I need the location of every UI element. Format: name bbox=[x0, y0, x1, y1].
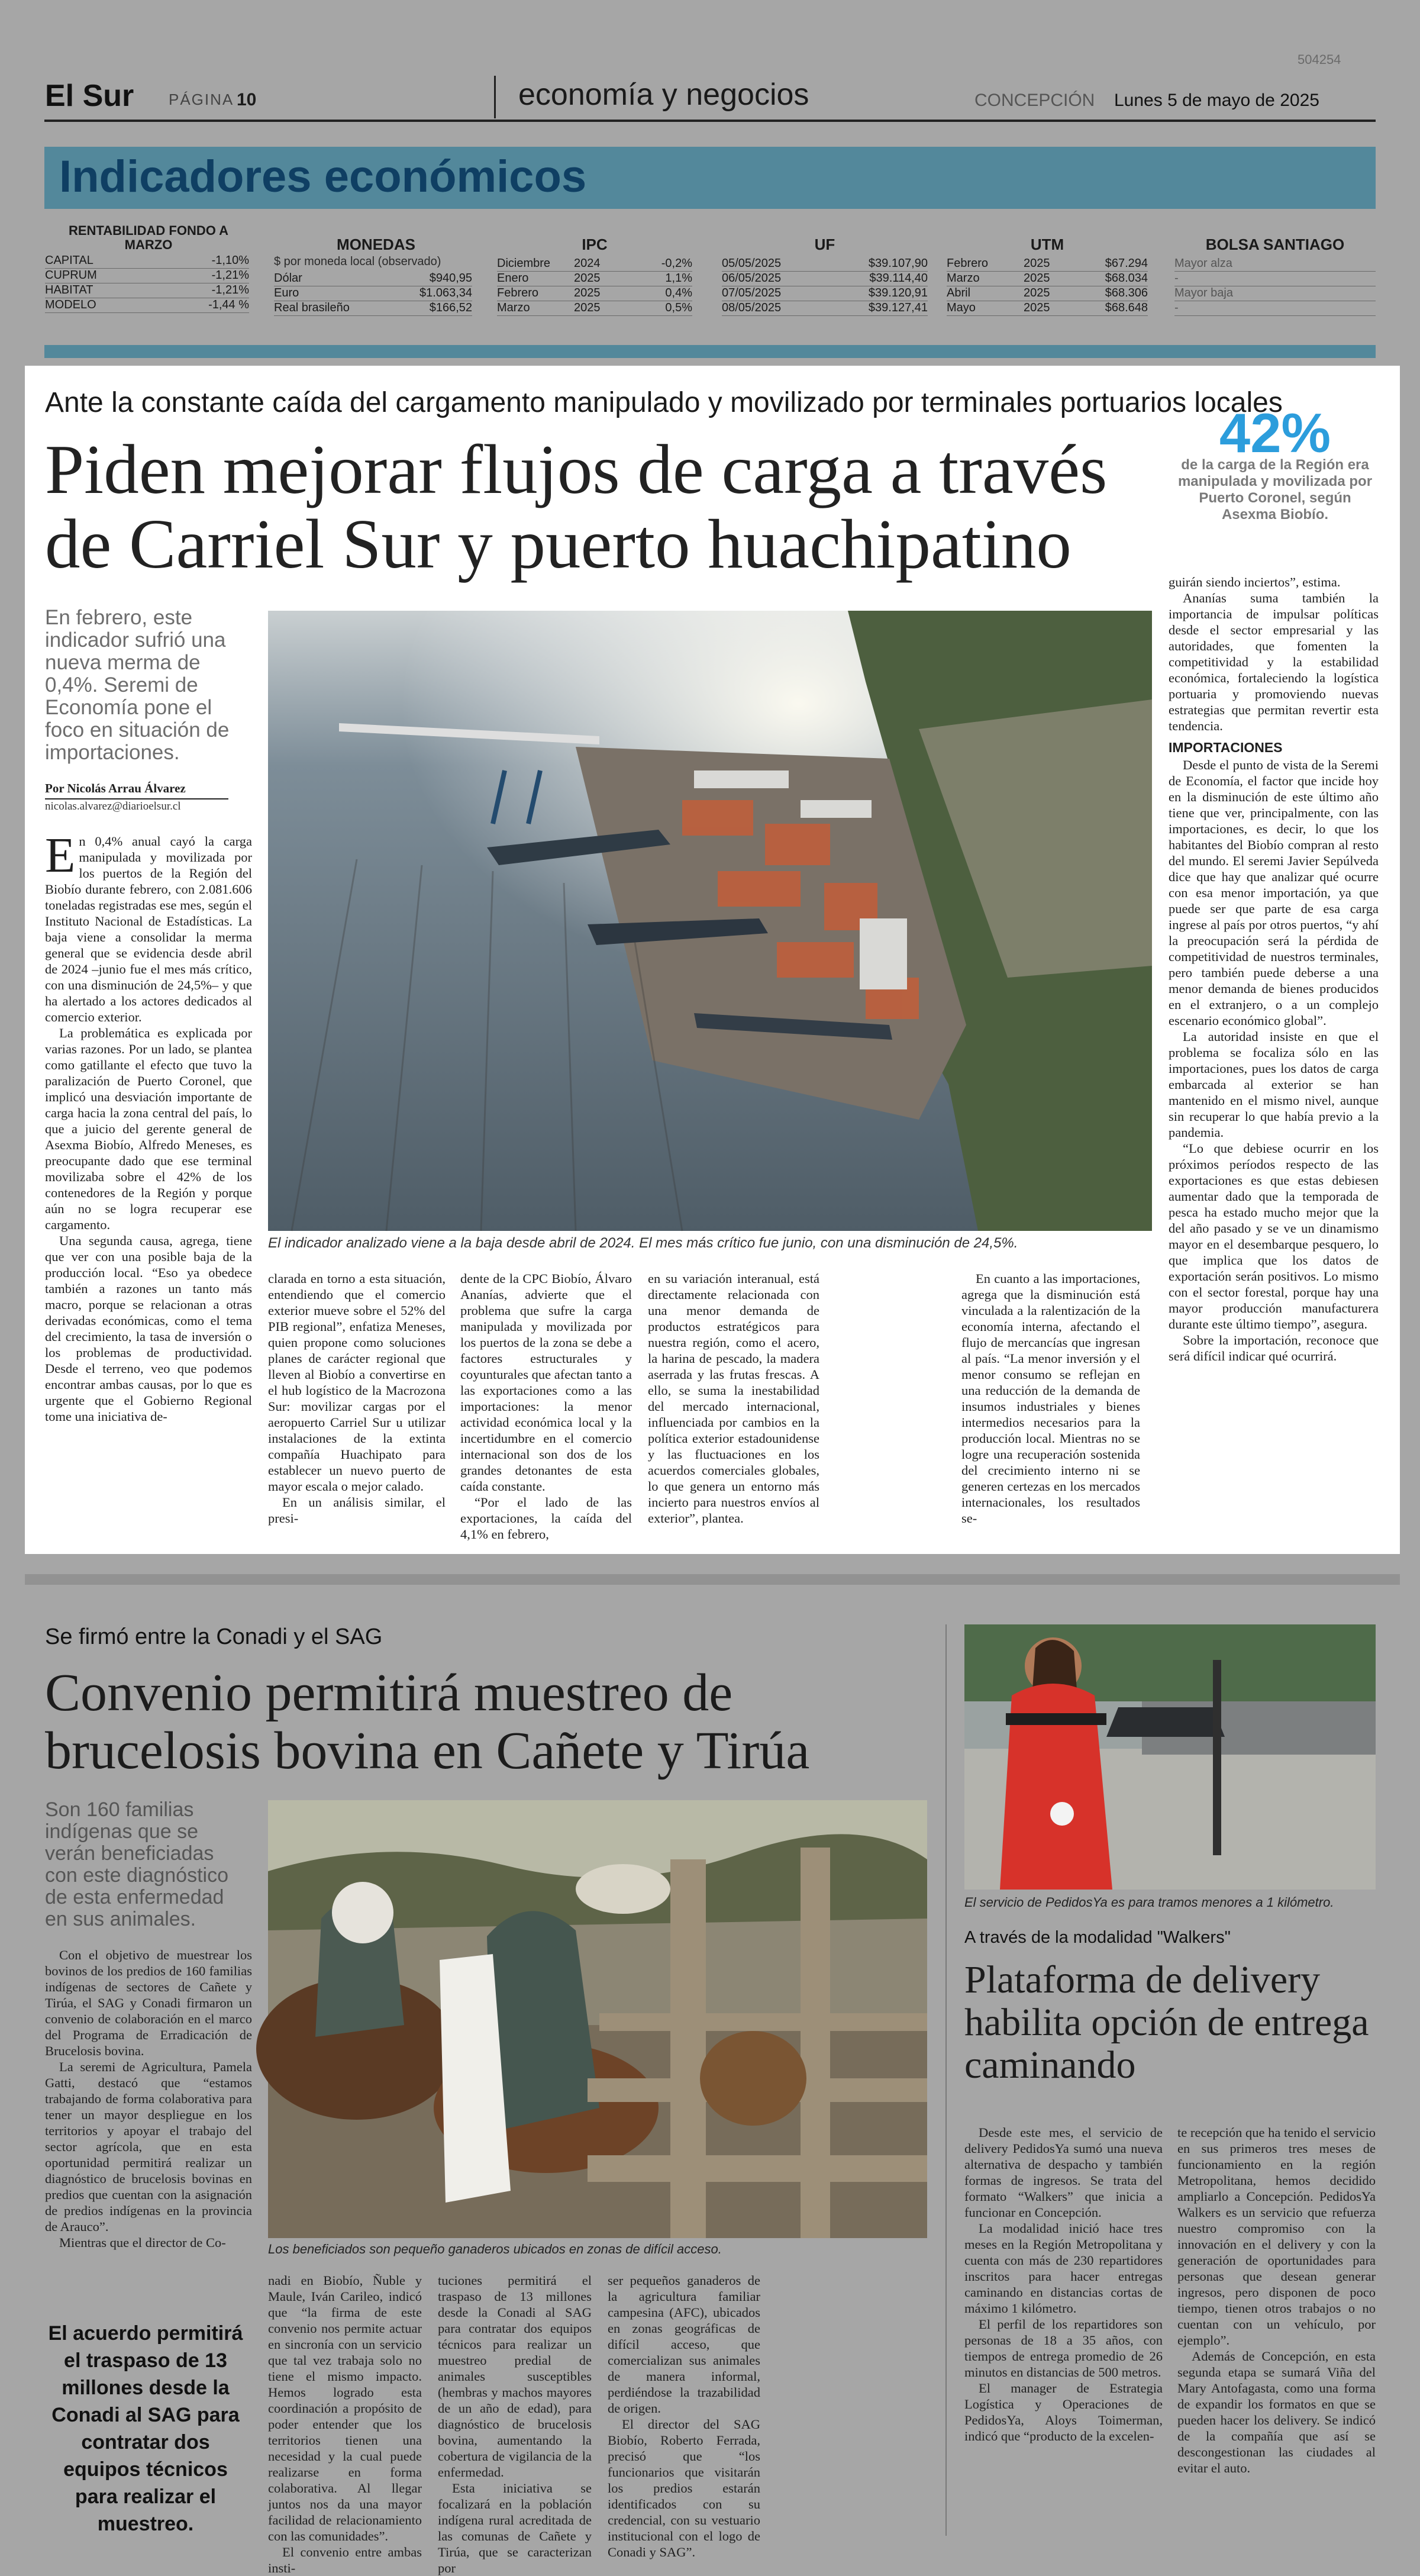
masthead-rule bbox=[44, 120, 1376, 122]
table-cell: 05/05/2025 bbox=[722, 256, 825, 271]
table-cell: 2025 bbox=[1024, 256, 1071, 271]
utm-table bbox=[947, 256, 1148, 316]
table-cell: -0,2% bbox=[628, 256, 692, 271]
table-cell: Mayor baja bbox=[1174, 286, 1376, 301]
uf-title: UF bbox=[814, 236, 835, 253]
table-row bbox=[1174, 256, 1376, 271]
port-aerial-illustration bbox=[268, 611, 1152, 1231]
article-byline: Por Nicolás Arrau Álvarez bbox=[45, 781, 228, 799]
monedas-title: MONEDAS bbox=[337, 236, 415, 253]
monedas-table bbox=[274, 271, 472, 316]
table-cell: Marzo bbox=[497, 301, 574, 315]
table-row bbox=[497, 286, 692, 301]
table-cell: CUPRUM bbox=[45, 268, 159, 283]
table-cell: 08/05/2025 bbox=[722, 301, 825, 315]
table-row bbox=[722, 256, 928, 271]
table-row bbox=[1174, 271, 1376, 286]
table-cell: -1,44 % bbox=[159, 298, 249, 312]
paragraph: “Por el lado de las exportaciones, la caída del 4,1% en febrero, bbox=[460, 1495, 632, 1542]
delivery-walker-photo bbox=[964, 1624, 1376, 1890]
table-cell: Diciembre bbox=[497, 256, 574, 271]
article-column bbox=[460, 1271, 632, 1542]
table-cell: $68.306 bbox=[1071, 286, 1148, 301]
table-cell: 2025 bbox=[574, 301, 628, 315]
table-cell: Abril bbox=[947, 286, 1024, 301]
paragraph: Una segunda causa, agrega, tiene que ver con una posible baja de la producción local. “Eso ya obedece también a razones un tanto más macro, porque se relacionan a otras derivadas económicas, como el tema del crecimiento, la tasa de inversión o los problemas de productividad. Desde el terreno, veo que podemos encontrar ambas causas, por lo que es urgente que el Gobierno Regional tome una iniciativa de- bbox=[45, 1233, 252, 1424]
paragraph: La modalidad inició hace tres meses en la Región Metropolitana y cuenta con más de 230 repartidores inscritos para hacer entregas caminando en distancias cortas de máximo 1 kilómetro. bbox=[964, 2221, 1163, 2316]
article-column bbox=[45, 828, 252, 1529]
table-cell: $67.294 bbox=[1071, 256, 1148, 271]
section-title: economía y negocios bbox=[518, 78, 809, 112]
table-cell: -1,10% bbox=[159, 253, 249, 268]
cattle-sampling-illustration bbox=[268, 1800, 927, 2238]
table-cell: Febrero bbox=[497, 286, 574, 301]
paragraph: El perfil de los repartidores son personas de 18 a 35 años, con tiempos de entrega promedio de 26 minutos en distancias de 500 metros. bbox=[964, 2317, 1163, 2380]
article-column bbox=[1177, 2124, 1376, 2533]
fondos-title: RENTABILIDAD FONDO A MARZO bbox=[68, 223, 229, 252]
table-cell: MODELO bbox=[45, 298, 159, 312]
article-column bbox=[438, 2272, 592, 2575]
article-column bbox=[648, 1271, 819, 1531]
monedas-subtitle: $ por moneda local (observado) bbox=[274, 255, 441, 268]
table-cell: -1,21% bbox=[159, 268, 249, 283]
paragraph: Desde este mes, el servicio de delivery PedidosYa sumó una nueva alternativa de despacho y también formas de ingresos. Se trata del formato “Walkers” que inicia a funcionar en Concepción. bbox=[964, 2125, 1163, 2220]
table-row bbox=[497, 271, 692, 286]
table-cell: Mayo bbox=[947, 301, 1024, 315]
table-cell: Febrero bbox=[947, 256, 1024, 271]
table-cell: 1,1% bbox=[628, 271, 692, 286]
article-column bbox=[1169, 574, 1379, 1531]
uf-block bbox=[722, 236, 928, 316]
paragraph: en su variación interanual, está directamente relacionada con una menor demanda de productos estratégicos para nuestra región, como el acero, la harina de pescado, la madera aserrada y las frutas frescas. A ello, se suma la inestabilidad del mercado internacional, influenciada por cambios en la política exterior estadounidense y las fluctuaciones en los acuerdos comerciales globales, lo que genera un entorno más incierto para nuestros envíos al exterior”, plantea. bbox=[648, 1271, 819, 1526]
paragraph: clarada en torno a esta situación, entendiendo que el comercio exterior mueve sobre el 52% del PIB regional”, enfatiza Meneses, quien propone como soluciones planes de carácter regional que lleven al Biobío a convertirse en el hub logístico de la Macrozona Sur: movilizar cargas por el aeropuerto Carriel Sur u utilizar instalaciones de la extinta compañía Huachipato para establecer un nuevo puerto de mayor escala o mejor calado. bbox=[268, 1271, 446, 1494]
article-headline: Convenio permitirá muestreo de brucelosis bovina en Cañete y Tirúa bbox=[45, 1663, 810, 1780]
photo-caption: El indicador analizado viene a la baja desde abril de 2024. El mes más crítico fue junio, con una disminución de 24,5%. bbox=[268, 1235, 1018, 1251]
table-row bbox=[274, 286, 472, 301]
delivery-walker-illustration bbox=[964, 1624, 1376, 1890]
page-code: 504254 bbox=[1298, 52, 1341, 67]
table-cell: Mayor alza bbox=[1174, 256, 1376, 271]
paragraph: El director del SAG Biobío, Roberto Ferrada, precisó que “los funcionarios que visitarán los predios estarán identificados con su credencial, con su vestuario institucional con el logo de Conadi y SAG”. bbox=[608, 2417, 760, 2559]
paragraph: Mientras que el director de Co- bbox=[59, 2235, 226, 2250]
pull-quote: El acuerdo permitirá el traspaso de 13 millones desde la Conadi al SAG para contratar dos equipos técnicos para realizar el muestreo. bbox=[48, 2322, 243, 2535]
article-headline: Plataforma de delivery habilita opción de entrega caminando bbox=[964, 1958, 1369, 2087]
paragraph: te recepción que ha tenido el servicio en sus primeros tres meses de funcionamiento en la región Metropolitana, hemos decidido ampliarlo a Concepción. PedidosYa Walkers es un servicio que refuerza nuestro compromiso con la innovación en el delivery y con la generación de oportunidades para personas que desean generar ingresos, pero disponen de poco tiempo, tienen otros trabajos o no cuentan con un vehículo, por ejemplo”. bbox=[1177, 2125, 1376, 2348]
author-email: nicolas.alvarez@diarioelsur.cl bbox=[45, 800, 181, 813]
bolsa-block bbox=[1174, 236, 1376, 316]
fondos-block bbox=[45, 224, 252, 313]
table-row bbox=[45, 253, 249, 268]
table-cell: 2025 bbox=[1024, 271, 1071, 286]
bolsa-table bbox=[1174, 256, 1376, 316]
table-cell: $68.034 bbox=[1071, 271, 1148, 286]
table-cell: 2025 bbox=[1024, 301, 1071, 315]
article-kicker: A través de la modalidad "Walkers" bbox=[964, 1928, 1231, 1947]
paragraph: Ananías suma también la importancia de impulsar políticas desde el sector empresarial y las autoridades, que fomenten la competitividad y la estabilidad económica, fortaleciendo la logística portuaria y promoviendo nuevas estrategias que permitan revertir esta tendencia. bbox=[1169, 591, 1379, 733]
table-row bbox=[947, 256, 1148, 271]
table-row bbox=[947, 286, 1148, 301]
port-aerial-photo bbox=[268, 611, 1152, 1231]
ipc-title: IPC bbox=[582, 236, 608, 253]
table-cell: $68.648 bbox=[1071, 301, 1148, 315]
table-row bbox=[45, 268, 249, 283]
table-row bbox=[274, 301, 472, 315]
table-cell: Dólar bbox=[274, 271, 391, 286]
table-cell: $940,95 bbox=[391, 271, 472, 286]
paragraph: La seremi de Agricultura, Pamela Gatti, destacó que “estamos trabajando de forma colaborativa para tener un mayor despliegue en los territorios y apoyar el trabajo del sector agrícola, que en esta oportunidad permitirá realizar un diagnóstico de brucelosis bovinas en predios que cuentan con la asignación de predios indígenas en la provincia de Arauco”. bbox=[45, 2059, 252, 2234]
table-cell: 2025 bbox=[574, 271, 628, 286]
table-row bbox=[45, 298, 249, 312]
bolsa-title: BOLSA SANTIAGO bbox=[1205, 236, 1345, 253]
photo-caption: El servicio de PedidosYa es para tramos menores a 1 kilómetro. bbox=[964, 1895, 1334, 1910]
ipc-table bbox=[497, 256, 692, 316]
table-cell: 2025 bbox=[1024, 286, 1071, 301]
article-column bbox=[45, 1947, 252, 2296]
table-row bbox=[274, 271, 472, 286]
table-cell: - bbox=[1174, 301, 1376, 315]
article-kicker: Se firmó entre la Conadi y el SAG bbox=[45, 1624, 383, 1649]
article-column bbox=[964, 2124, 1163, 2533]
table-cell: 2025 bbox=[574, 286, 628, 301]
table-cell: 2024 bbox=[574, 256, 628, 271]
stat-description: de la carga de la Región era manipulada y movilizada por Puerto Coronel, según Asexma Biobío. bbox=[1177, 457, 1373, 523]
table-cell: Euro bbox=[274, 286, 391, 301]
table-cell: -1,21% bbox=[159, 283, 249, 298]
table-cell: $39.107,90 bbox=[825, 256, 928, 271]
fondos-table bbox=[45, 253, 249, 313]
table-row bbox=[497, 301, 692, 315]
table-cell: $39.120,91 bbox=[825, 286, 928, 301]
utm-block bbox=[947, 236, 1148, 316]
issue-date: Lunes 5 de mayo de 2025 bbox=[1114, 91, 1319, 110]
table-cell: $1.063,34 bbox=[391, 286, 472, 301]
table-cell: 06/05/2025 bbox=[722, 271, 825, 286]
paragraph: Con el objetivo de muestrear los bovinos de los predios de 160 familias indígenas de sectores de Cañete y Tirúa, el SAG y Conadi firmaron un convenio de colaboración en el marco del Programa de Erradicación de Brucelosis bovina. bbox=[45, 1948, 252, 2058]
paragraph: nadi en Biobío, Ñuble y Maule, Iván Carileo, indicó que “la firma de este convenio nos permite actuar en sincronía con un servicio que tal vez trabaja solo no tiene el mismo impacto. Hemos logrado esta coordinación a propósito de poder entender que los territorios tienen una necesidad y la cual puede realizarse en forma colaborativa. Al llegar juntos nos da una mayor facilidad de relacionamiento con las comunidades”. bbox=[268, 2273, 422, 2543]
table-cell: 0,4% bbox=[628, 286, 692, 301]
newspaper-name: El Sur bbox=[45, 79, 134, 113]
article-column bbox=[268, 1271, 446, 1531]
table-cell: $166,52 bbox=[391, 301, 472, 315]
paragraph: Sobre la importación, reconoce que será difícil indicar qué ocurrirá. bbox=[1169, 1333, 1379, 1363]
subheading: IMPORTACIONES bbox=[1169, 740, 1283, 755]
paragraph: n 0,4% anual cayó la carga manipulada y movilizada por los puertos de la Región del Biobío durante febrero, con 2.081.606 toneladas registradas ese mes, según el Instituto Nacional de Estadísticas. La baja viene a consolidar la merma general que se evidencia desde abril de 2024 –junio fue el mes más crítico, con una disminución de 24,5%– y que ha alertado a los actores dedicados al comercio exterior. bbox=[45, 834, 252, 1024]
table-row bbox=[722, 271, 928, 286]
paragraph: La autoridad insiste en que el problema se focaliza sólo en las importaciones, pues los datos de carga embarcada al exterior se han mantenido en el mismo nivel, aunque sin recuperar lo que había previo a la pandemia. bbox=[1169, 1029, 1379, 1140]
paragraph: tuciones permitirá el traspaso de 13 millones desde la Conadi al SAG para contratar dos equipos técnicos para realizar un muestreo predial de animales susceptibles (hembras y machos mayores de un año de edad), para diagnóstico de brucelosis bovina, aumentando la cobertura de vigilancia de la enfermedad. bbox=[438, 2273, 592, 2480]
table-cell: HABITAT bbox=[45, 283, 159, 298]
ipc-block bbox=[497, 236, 692, 316]
table-cell: $39.127,41 bbox=[825, 301, 928, 315]
paragraph: El manager de Estrategia Logística y Operaciones de PedidosYa, Aloys Toimerman, indicó que “producto de la excelen- bbox=[964, 2381, 1163, 2443]
paragraph: Desde el punto de vista de la Seremi de Economía, el factor que incide hoy en la disminución de este último año tiene que ver, principalmente, con las importaciones, es decir, lo que los habitantes del Biobío compran al resto del mundo. El seremi Javier Sepúlveda dice que hay que analizar qué ocurre con esa menor importación, ya que puede ser que parte de esa carga ingrese al país por otros puertos, “y ahí la preocupación será la pérdida de competitividad de nuestros terminales, pero también puede deberse a una menor demanda de bienes producidos en el extranjero, o a un complejo escenario económico global”. bbox=[1169, 757, 1379, 1028]
article-column bbox=[268, 2272, 422, 2575]
column-divider bbox=[945, 1624, 947, 2536]
table-cell: - bbox=[1174, 271, 1376, 286]
page-label: PÁGINA bbox=[169, 91, 234, 108]
table-row bbox=[722, 286, 928, 301]
page-number: 10 bbox=[237, 90, 257, 109]
table-cell: Real brasileño bbox=[274, 301, 391, 315]
section-divider bbox=[494, 76, 496, 118]
article-column bbox=[608, 2272, 760, 2559]
article-kicker: Ante la constante caída del cargamento manipulado y movilizado por terminales portuarios locales bbox=[45, 387, 1283, 418]
stat-figure: 42% bbox=[1219, 402, 1331, 464]
paragraph: El convenio entre ambas insti- bbox=[268, 2545, 422, 2575]
paragraph: ser pequeños ganaderos de la agricultura familiar campesina (AFC), ubicados en zonas geográficas de difícil acceso, que comercializan sus animales de manera informal, perdiéndose la trazabilidad de origen. bbox=[608, 2273, 760, 2416]
indicators-title: Indicadores económicos bbox=[59, 151, 587, 202]
table-cell: Marzo bbox=[947, 271, 1024, 286]
table-row bbox=[497, 256, 692, 271]
section-separator bbox=[25, 1574, 1400, 1585]
indicators-bottom-band bbox=[44, 345, 1376, 358]
paragraph: En un análisis similar, el presi- bbox=[268, 1495, 446, 1526]
table-cell: CAPITAL bbox=[45, 253, 159, 268]
table-cell: 0,5% bbox=[628, 301, 692, 315]
table-cell: 07/05/2025 bbox=[722, 286, 825, 301]
table-row bbox=[1174, 286, 1376, 301]
drop-cap: E bbox=[45, 828, 76, 883]
article-headline: Piden mejorar flujos de carga a través de Carriel Sur y puerto huachipatino bbox=[45, 430, 1108, 583]
edition-label: CONCEPCIÓN bbox=[974, 91, 1095, 110]
paragraph: En cuanto a las importaciones, agrega que la disminución está vinculada a la ralentización de la economía interna, afectando el flujo de mercancías que ingresan al país. “La menor inversión y el menor consumo se reflejan en una reducción de la demanda de insumos industriales y bienes intermedios necesarios para la producción local. Mientras no se logre una recuperación sostenida del crecimiento interno ni se generen certezas en los mercados internacionales, los resultados se- bbox=[961, 1271, 1140, 1526]
cattle-sampling-photo bbox=[268, 1800, 927, 2238]
article-column bbox=[961, 1271, 1140, 1531]
table-cell: Enero bbox=[497, 271, 574, 286]
table-row bbox=[45, 283, 249, 298]
table-row bbox=[947, 301, 1148, 315]
paragraph: Esta iniciativa se focalizará en la población indígena rural acreditada de las comunas de Cañete y Tirúa, que se caracterizan por bbox=[438, 2481, 592, 2575]
article-lede: En febrero, este indicador sufrió una nueva merma de 0,4%. Seremi de Economía pone el foco en situación de importaciones. bbox=[45, 606, 230, 764]
paragraph: “Lo que debiese ocurrir en los próximos períodos respecto de las exportaciones es que estas debiesen aumentar dado que la temporada de pesca ha estado mucho mejor que la del año pasado y se ve un dinamismo mayor en el desembarque pesquero, lo que implica que los datos de exportación serán positivos. Lo mismo con el sector forestal, porque hay una mayor producción manufacturera durante este último tiempo”, asegura. bbox=[1169, 1141, 1379, 1331]
paragraph: guirán siendo inciertos”, estima. bbox=[1169, 575, 1341, 589]
uf-table bbox=[722, 256, 928, 316]
table-cell: $39.114,40 bbox=[825, 271, 928, 286]
paragraph: Además de Concepción, en esta segunda etapa se sumará Viña del Mary Antofagasta, como una forma de expandir los formatos en que se pueden hacer los delivery. Se indicó de la compañía que así se descongestionan las ciudades al evitar el auto. bbox=[1177, 2349, 1376, 2475]
paragraph: La problemática es explicada por varias razones. Por un lado, se plantea como gatillante el efecto que tuvo la paralización de Puerto Coronel, que implicó una desviación importante de carga hacia la zona central del país, lo que a juicio del gerente general de Asexma Biobío, Alfredo Meneses, es preocupante dado que ese terminal movilizaba sobre el 42% de los contenedores de la Región y porque aún no se logra recuperar ese cargamento. bbox=[45, 1026, 252, 1232]
photo-caption: Los beneficiados son pequeño ganaderos ubicados en zonas de difícil acceso. bbox=[268, 2242, 722, 2256]
table-row bbox=[1174, 301, 1376, 315]
table-row bbox=[947, 271, 1148, 286]
article-lede: Son 160 familias indígenas que se verán beneficiadas con este diagnóstico de esta enfermedad en sus animales. bbox=[45, 1798, 228, 1930]
table-row bbox=[722, 301, 928, 315]
paragraph: dente de la CPC Biobío, Álvaro Ananías, advierte que el problema que sufre la carga manipulada y movilizada por los puertos de la zona se debe a factores estructurales y coyunturales que afectan tanto a las exportaciones como a las importaciones: la menor actividad económica local y la incertidumbre en el comercio internacional son dos de los grandes detonantes de esta caída constante. bbox=[460, 1271, 632, 1494]
monedas-block bbox=[274, 236, 478, 316]
utm-title: UTM bbox=[1030, 236, 1064, 253]
